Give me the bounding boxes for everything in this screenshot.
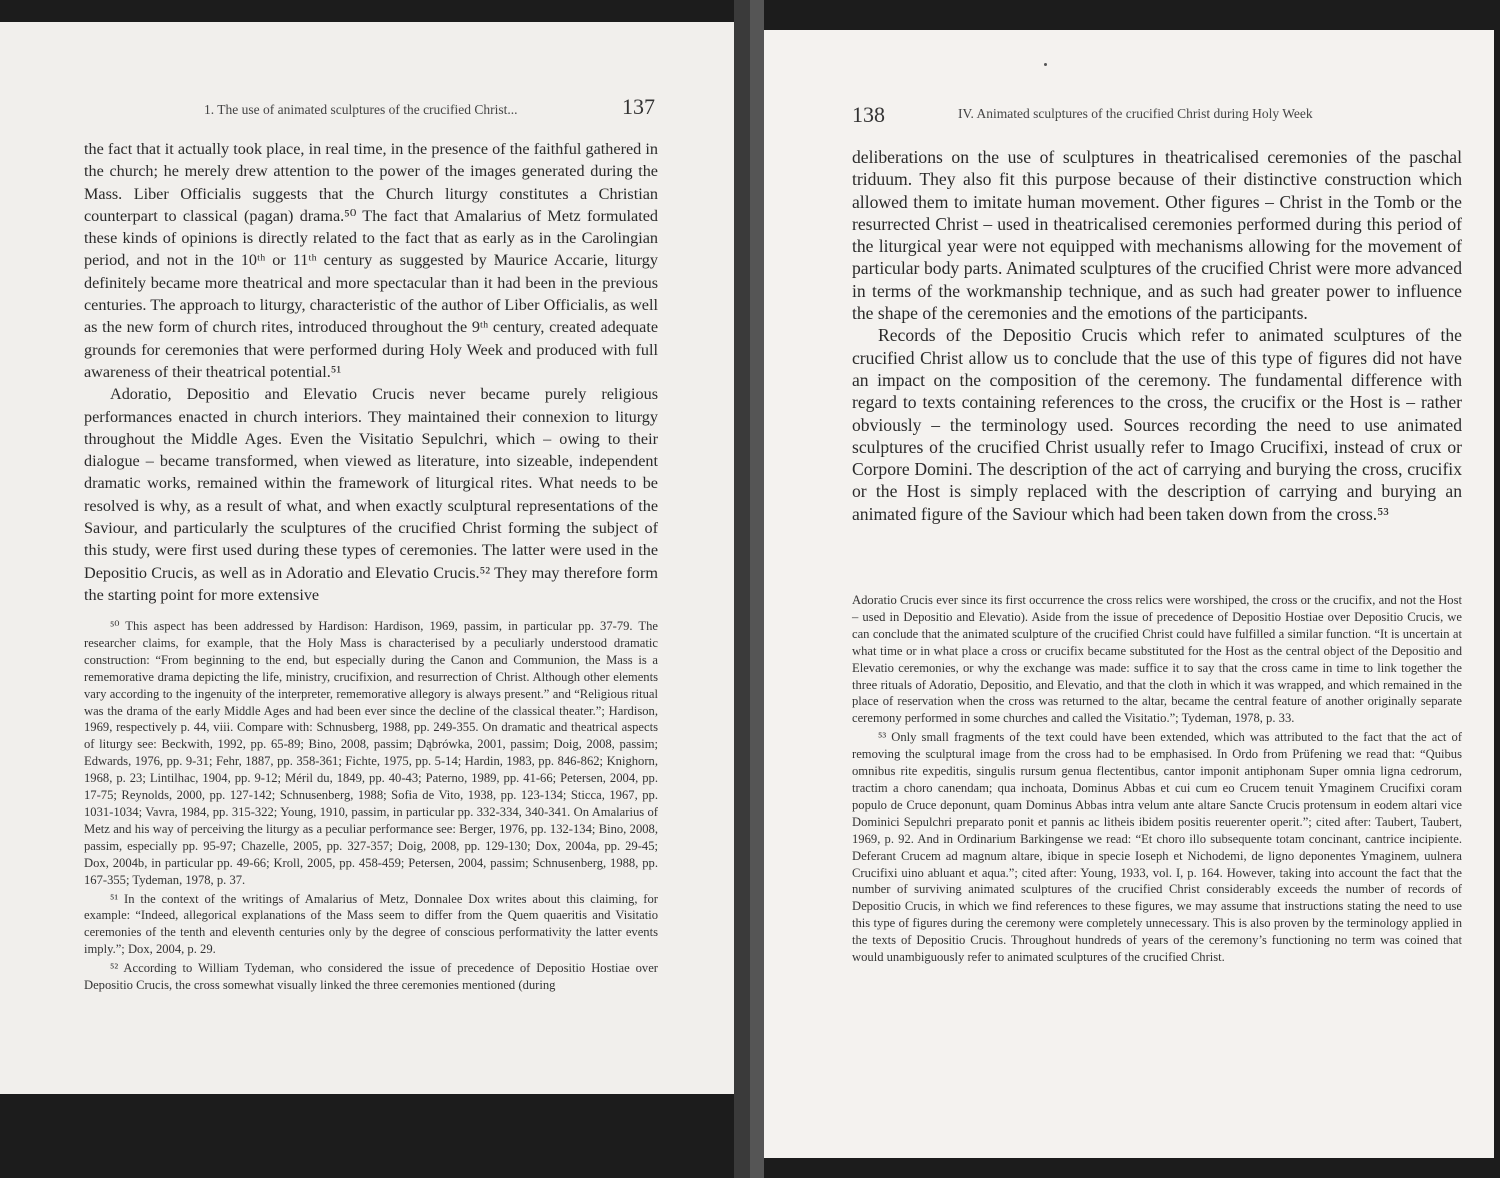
paragraph: Adoratio, Depositio and Elevatio Crucis never became purely religious performances enacted in church interiors. They maintained their connexion to liturgy throughout the Middle Ages. Even the Visitatio Sepulchri, which – owing to their dialogue – became transformed, when viewed as literature, into sizeable, independent dramatic works, remained within the framework of liturgical rites. What needs to be resolved is why, as a result of what, and when exactly sculptural representations of the Saviour, and particularly the sculptures of the crucified Christ forming the subject of this study, were first used during these types of ceremonies. The latter were used in the Depositio Crucis, as well as in Adoratio and Elevatio Crucis.⁵² They may therefore form the starting point for more extensive — [84, 385, 658, 604]
footnote-51: ⁵¹ In the context of the writings of Amalarius of Metz, Donnalee Dox writes about this claiming, for example: “Indeed, allegorical explanations of the Mass seem to differ from the Quem quaeritis and Visitatio ceremonies of the tenth and eleventh centuries only by the degree of conscious performativity the latter events imply.”; Dox, 2004, p. 29. — [84, 891, 658, 957]
paragraph: Records of the Depositio Crucis which refer to animated sculptures of the crucified Christ allow us to conclude that the use of this type of figures did not have an impact on the composition of the ceremony. The fundamental difference with regard to texts containing references to the cross, the crucifix or the Host is – rather obviously – the terminology used. Sources recording the need to use animated sculptures of the crucified Christ usually refer to Imago Crucifixi, instead of crux or Corpore Domini. The description of the act of carrying and burying the cross, crucifix or the Host is simply replaced with the description of carrying and burying an animated figure of the Saviour which had been taken down from the cross.⁵³ — [852, 325, 1462, 524]
page-number: 137 — [622, 94, 655, 119]
footnote-50: ⁵⁰ This aspect has been addressed by Hardison: Hardison, 1969, passim, in particular pp. 37-79. The researcher claims, for example, that the Holy Mass is characterised by a peculiarly understood dramatic construction: “From beginning to the end, but especially during the Canon and Communion, the Mass is a rememorative drama depicting the life, ministry, crucifixion, and resurrection of Christ. Although other elements vary according to the ingenuity of the interpreter, rememorative allegory is always present.” and “Religious ritual was the drama of the early Middle Ages and had been ever since the decline of the classical theater.”; Hardison, 1969, respectively p. 44, viii. Compare with: Schnusberg, 1988, pp. 249-355. On dramatic and theatrical aspects of liturgy see: Beckwith, 1992, pp. 65-89; Bino, 2008, passim; Dąbrówka, 2001, passim; Doig, 2008, passim; Edwards, 1976, pp. 9-31; Fehr, 1887, pp. 358-361; Fichte, 1975, pp. 5-14; Hardin, 1983, pp. 846-862; Knighorn, 1968, p. 23; Lintilhac, 1904, pp. 9-12; Méril du, 1849, pp. 40-43; Paterno, 1989, pp. 41-66; Petersen, 2004, pp. 17-75; Reynolds, 2000, pp. 127-142; Schnusenberg, 1988; Sofia de Vito, 1938, pp. 123-134; Sticca, 1967, pp. 1031-1034; Vavra, 1984, pp. 315-322; Young, 1910, passim, in particular pp. 332-334, 340-341. On Amalarius of Metz and his way of perceiving the liturgy as a peculiar performance see: Berger, 1976, pp. 132-134; Bino, 2008, passim, especially pp. 95-97; Chazelle, 2005, pp. 327-357; Doig, 2008, pp. 129-130; Dox, 2004a, pp. 29-45; Dox, 2004b, in particular pp. 49-66; Kroll, 2005, pp. 458-459; Petersen, 2004, passim; Schnusenberg, 1988, pp. 167-355; Tydeman, 1978, p. 37. — [84, 619, 658, 887]
footnote-52: ⁵² According to William Tydeman, who considered the issue of precedence of Depositio Hostiae over Depositio Crucis, the cross somewhat visually linked the three ceremonies mentioned (during — [84, 961, 658, 993]
book-gutter-left — [734, 0, 750, 1178]
left-page — [0, 22, 734, 1094]
body-text — [852, 146, 1462, 525]
running-header: 1. The use of animated sculptures of the crucified Christ... — [204, 102, 518, 117]
footnote-52-continued: Adoratio Crucis ever since its first occurrence the cross relics were worshiped, the cross or the crucifix, and not the Host – used in Depositio and Elevatio). Aside from the issue of precedence of Depositio Hostiae over Depositio Crucis, we can conclude that the animated sculpture of the crucified Christ could have fulfilled a similar function. “It is uncertain at what time or in what place a cross or crucifix became substituted for the Host as the central object of the Depositio and Elevatio ceremonies, or why the exchange was made: suffice it to say that the cross came in time to link together the three rituals of Adoratio, Depositio, and Elevatio, and that the cloth in which it was wrapped, and which remained in the place of reservation when the cross was returned to the altar, became the central feature of another originally separate ceremony performed in some churches and called the Visitatio.”; Tydeman, 1978, p. 33. — [852, 593, 1462, 726]
footnote-53: ⁵³ Only small fragments of the text could have been extended, which was attributed to the fact that the act of removing the sculptural image from the cross had to be emphasised. In Ordo from Prüfening we read that: “Quibus omnibus rite expeditis, singulis rursum genua flectentibus, cantor imponit antiphonam Super omnia ligna cedrorum, tractim a choro canendam; qua inchoata, Dominus Abbas et cui cum eo Crucem tenuit Ymaginem Crucifixi coram populo de Cruce deponunt, quam Dominus Abbas intra velum ante altare Sancte Crucis protensum in eodem altari vice Dominici Sepulchri preparato ponit et pannis ac litheis ibidem positis reuerenter operit.”; cited after: Taubert, Taubert, 1969, p. 92. And in Ordinarium Barkingense we read: “Et choro illo subsequente totam concinant, cantrice incipiente. Deferant Crucem ad magnum altare, ibique in specie Ioseph et Nichodemi, de ligno deponentes Ymaginem, uulnera Crucifixi uino abluant et aqua.”; cited after: Young, 1933, vol. I, p. 164. However, taking into account the fact that the number of surviving animated sculptures of the crucified Christ considerably exceeds the number of records of Depositio Crucis, in which we find references to these figures, we may assume that instructions stating the need to use this type of figures during the ceremony were completely unnecessary. This is also proven by the terminology applied in the texts of Depositio Crucis. Throughout hundreds of years of the ceremony’s functioning no term was coined that would unambiguously refer to animated sculptures of the crucified Christ. — [852, 730, 1462, 965]
right-page — [764, 30, 1494, 1158]
page-number: 138 — [852, 102, 885, 127]
footnotes — [852, 592, 1462, 968]
running-header: IV. Animated sculptures of the crucified Christ during Holy Week — [958, 106, 1313, 121]
footnotes — [84, 618, 658, 996]
speck — [1044, 63, 1047, 66]
paragraph: deliberations on the use of sculptures in theatricalised ceremonies of the paschal triduum. They also fit this purpose because of their distinctive construction which allowed them to imitate human movement. Other figures – Christ in the Tomb or the resurrected Christ – used in theatricalised ceremonies performed during this period of the liturgical year were not equipped with mechanisms allowing for the movement of particular body parts. Animated sculptures of the crucified Christ were more advanced in terms of the workmanship technique, and as such had greater power to influence the shape of the ceremonies and the emotions of the participants. — [852, 147, 1462, 324]
body-text — [84, 138, 658, 606]
paragraph: the fact that it actually took place, in real time, in the presence of the faithful gathered in the church; he merely drew attention to the power of the images generated during the Mass. Liber Officialis suggests that the Church liturgy constitutes a Christian counterpart to classical (pagan) drama.⁵⁰ The fact that Amalarius of Metz formulated these kinds of opinions is directly related to the fact that as early as in the Carolingian period, and not in the 10ᵗʰ or 11ᵗʰ century as suggested by Maurice Accarie, liturgy definitely became more theatrical and more spectacular than it had been in the previous centuries. The approach to liturgy, characteristic of the author of Liber Officialis, as well as the new form of church rites, introduced throughout the 9ᵗʰ century, created adequate grounds for ceremonies that were performed during Holy Week and produced with full awareness of their theatrical potential.⁵¹ — [84, 140, 658, 381]
book-gutter-right — [750, 0, 764, 1178]
